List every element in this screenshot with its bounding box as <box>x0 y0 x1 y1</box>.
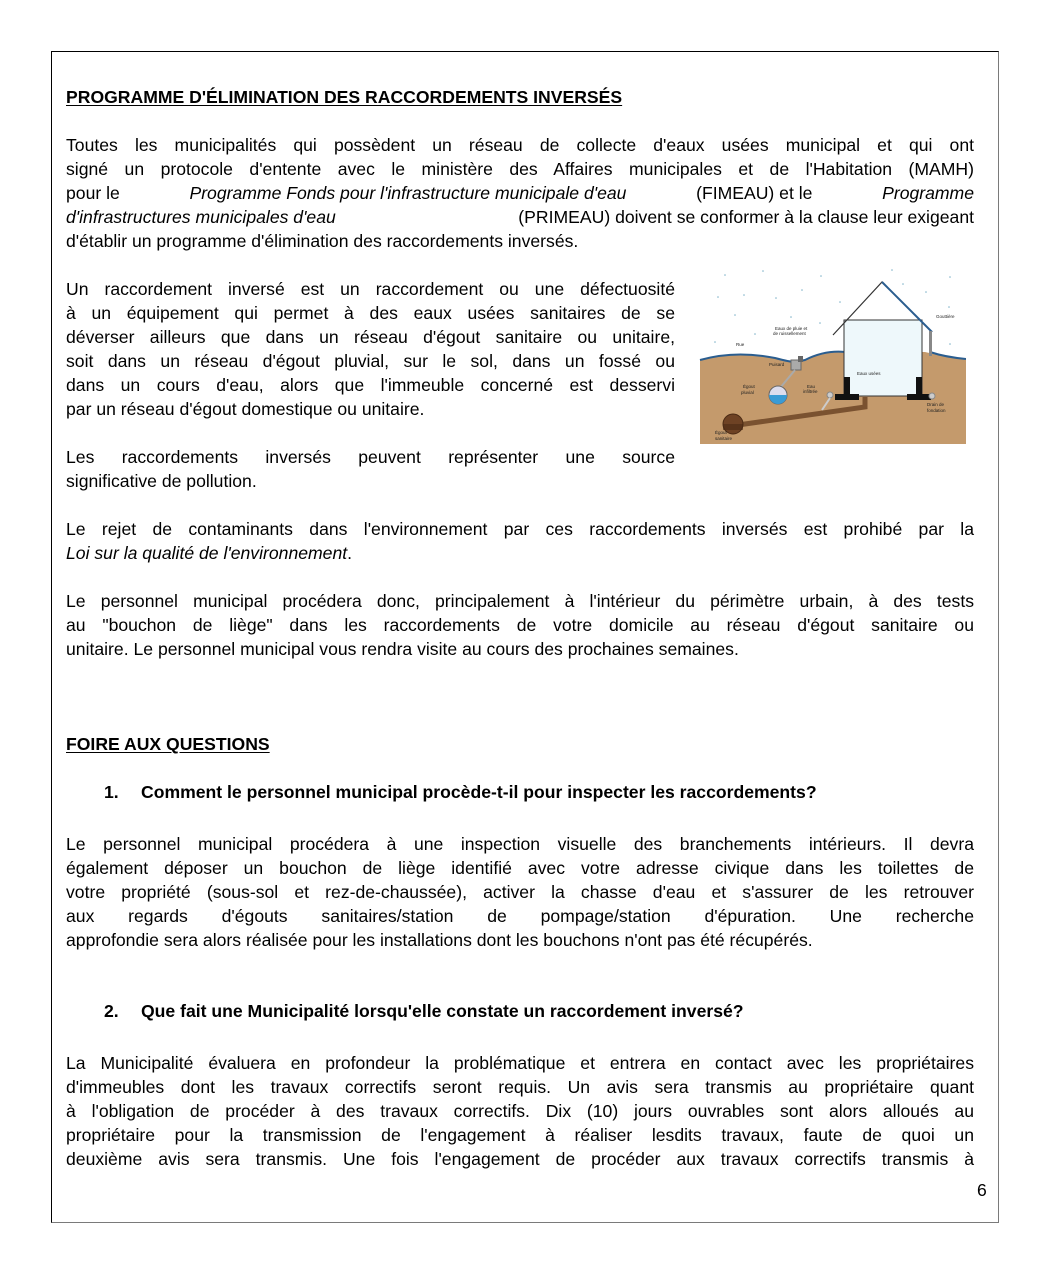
law-title: Loi sur la qualité de l'environnement <box>66 543 348 563</box>
label-eau-infiltree-2: infiltrée <box>803 389 818 394</box>
definition-paragraph <box>66 277 675 421</box>
page-number: 6 <box>977 1180 987 1200</box>
label-egout-pluvial: Égout <box>743 384 755 389</box>
label-drain-fondation-2: fondation <box>927 408 946 413</box>
text-span: (FIMEAU) et le <box>691 183 818 203</box>
text-line: aux regards d'égouts sanitaires/station de pompage/station d'épuration. Une recherche <box>66 906 974 926</box>
faq-answer-1 <box>66 832 974 952</box>
text-line: d'établir un programme d'élimination des raccordements inversés. <box>66 231 579 251</box>
label-egout-sanitaire-2: sanitaire <box>715 436 733 441</box>
text-line: Le personnel municipal procédera à une inspection visuelle des branchements intérieurs. Il devra <box>66 834 974 854</box>
text-line <box>66 541 974 565</box>
text-line: votre propriété (sous-sol et rez-de-chaussée), activer la chasse d'eau et s'assurer de les retrouver <box>66 882 974 902</box>
text-line: Toutes les municipalités qui possèdent un réseau de collecte d'eaux usées municipal et qui ont <box>66 135 974 155</box>
text-line: Les raccordements inversés peuvent représenter une source <box>66 447 675 467</box>
label-eau-infiltree: Eau <box>807 384 816 389</box>
intro-paragraph <box>66 133 974 253</box>
text-line: à l'obligation de procéder à des travaux correctifs. Dix (10) jours ouvrables sont alors alloués au <box>66 1101 974 1121</box>
question-text: Que fait une Municipalité lorsqu'elle constate un raccordement inversé? <box>141 1001 744 1021</box>
label-eaux-pluie-2: de ruissellement <box>773 331 806 336</box>
question-text: Comment le personnel municipal procède-t-il pour inspecter les raccordements? <box>141 782 817 802</box>
label-puisard: Puisard <box>769 362 785 367</box>
text-line: à un équipement qui permet à des eaux usées sanitaires de se <box>66 303 675 323</box>
text-line: propriétaire pour la transmission de l'engagement à réaliser lesdits travaux, faute de quoi un <box>66 1125 974 1145</box>
question-number: 2. <box>104 1001 119 1021</box>
faq-answer-2 <box>66 1051 974 1171</box>
label-drain-fondation: Drain de <box>927 402 945 407</box>
label-gouttiere: Gouttière <box>936 314 955 319</box>
pollution-paragraph <box>66 445 675 493</box>
label-egout-pluvial-2: pluvial <box>741 390 754 395</box>
text-line: au "bouchon de liège" dans les raccordements de votre domicile au réseau d'égout sanitaire ou <box>66 615 974 635</box>
text-line: approfondie sera alors réalisée pour les installations dont les bouchons n'ont pas été récupérés. <box>66 930 813 950</box>
text-span: (PRIMEAU) doivent se conformer à la clause leur exigeant <box>513 207 974 227</box>
label-eaux-usees: Eaux usées <box>857 371 881 376</box>
label-egout-sanitaire: Égout <box>715 430 727 435</box>
text-line: La Municipalité évaluera en profondeur la problématique et entrera en contact avec les propriétaires <box>66 1053 974 1073</box>
primeau-program-name-start: Programme <box>882 183 974 203</box>
tests-paragraph <box>66 589 974 661</box>
text-line: deuxième avis sera transmis. Une fois l'engagement de procéder aux travaux correctifs transmis à <box>66 1149 974 1169</box>
text-line <box>66 205 974 229</box>
text-line: Un raccordement inversé est un raccordement ou une défectuosité <box>66 279 675 299</box>
label-rue: Rue <box>736 342 745 347</box>
text-line: Le rejet de contaminants dans l'environnement par ces raccordements inversés est prohibé par la <box>66 519 974 539</box>
faq-question-1 <box>104 780 817 804</box>
law-paragraph <box>66 517 974 565</box>
fimeau-program-name: Programme Fonds pour l'infrastructure municipale d'eau <box>189 183 627 203</box>
text-line: dans un cours d'eau, alors que l'immeuble concerné est desservi <box>66 375 675 395</box>
text-line <box>66 181 974 205</box>
text-line: signé un protocole d'entente avec le ministère des Affaires municipales et de l'Habitation (MAMH) <box>66 159 974 179</box>
text-line: par un réseau d'égout domestique ou unitaire. <box>66 399 425 419</box>
text-line: d'immeubles dont les travaux correctifs seront requis. Un avis sera transmis au propriétaire quant <box>66 1077 974 1097</box>
faq-question-2 <box>104 999 744 1023</box>
primeau-program-name-end: d'infrastructures municipales d'eau <box>66 207 336 227</box>
text-line: Le personnel municipal procédera donc, principalement à l'intérieur du périmètre urbain, à des tests <box>66 591 974 611</box>
text-line: déverser ailleurs que dans un réseau d'égout sanitaire ou unitaire, <box>66 327 675 347</box>
text-span: pour le <box>66 183 125 203</box>
text-line: significative de pollution. <box>66 471 257 491</box>
reverse-connection-diagram <box>695 262 966 444</box>
section-title: PROGRAMME D'ÉLIMINATION DES RACCORDEMENTS INVERSÉS <box>66 87 623 107</box>
faq-title: FOIRE AUX QUESTIONS <box>66 734 270 754</box>
text-line: soit dans un réseau d'égout pluvial, sur le sol, dans un fossé ou <box>66 351 675 371</box>
text-span: . <box>347 543 353 563</box>
text-line: unitaire. Le personnel municipal vous rendra visite au cours des prochaines semaines. <box>66 639 739 659</box>
label-eaux-pluie: Eaux de pluie et <box>775 326 808 331</box>
text-line: également déposer un bouchon de liège identifié avec votre adresse civique dans les toilettes de <box>66 858 974 878</box>
question-number: 1. <box>104 782 119 802</box>
